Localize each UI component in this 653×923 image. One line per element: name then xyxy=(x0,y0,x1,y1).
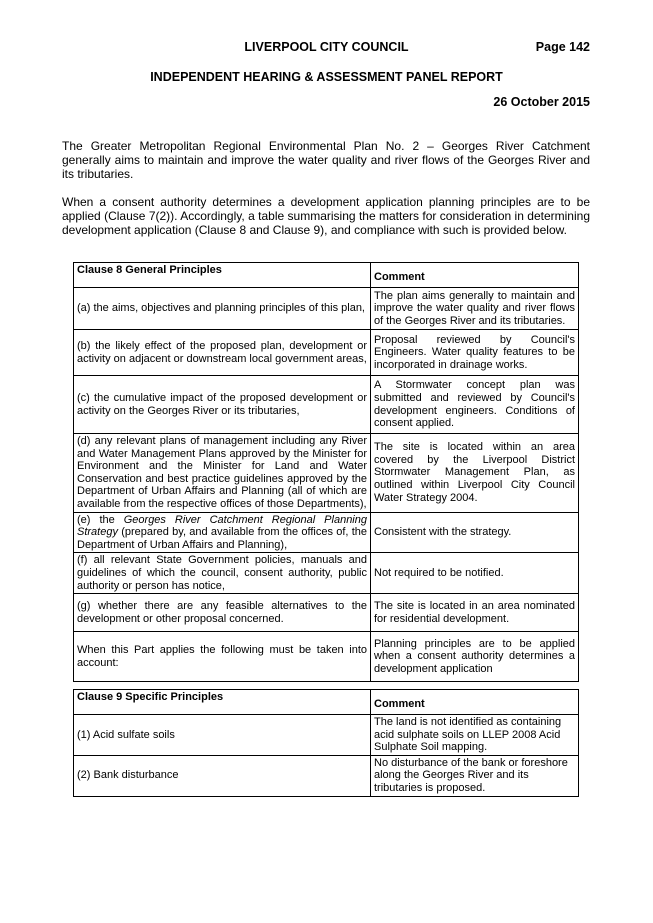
table-row xyxy=(74,434,579,513)
principle-prefix: (e) the xyxy=(77,513,124,526)
column-header-comment: Comment xyxy=(371,690,579,715)
table-row xyxy=(74,715,579,756)
comment-cell: No disturbance of the bank or foreshore along the Georges River and its tributaries is proposed. xyxy=(371,755,579,796)
principle-cell: (b) the likely effect of the proposed plan, development or activity on adjacent or downstream local government areas, xyxy=(74,330,371,376)
intro-paragraph: The Greater Metropolitan Regional Environmental Plan No. 2 – Georges River Catchment generally aims to maintain and improve the water quality and river flows of the Georges River and its tributaries. xyxy=(62,139,590,181)
comment-cell: A Stormwater concept plan was submitted and reviewed by Council's development engineers. Conditions of consent applied. xyxy=(371,376,579,434)
table-row xyxy=(74,632,579,682)
comment-cell: The site is located in an area nominated for residential development. xyxy=(371,594,579,632)
comment-cell: The site is located within an area covered by the Liverpool District Stormwater Management Plan, as outlined within Liverpool City Council Water Strategy 2004. xyxy=(371,434,579,513)
column-header-principles: Clause 9 Specific Principles xyxy=(74,690,371,715)
strategy-title: Georges River Catchment Regional Planning Strategy xyxy=(77,513,367,539)
principle-cell: (f) all relevant State Government policies, manuals and guidelines of which the council, consent authority, public authority or person has notice, xyxy=(74,553,371,594)
principle-cell: (c) the cumulative impact of the proposed development or activity on the Georges River or its tributaries, xyxy=(74,376,371,434)
principle-cell xyxy=(74,512,371,553)
table-header-row xyxy=(74,690,579,715)
council-name: LIVERPOOL CITY COUNCIL xyxy=(244,40,409,54)
comment-cell: Planning principles are to be applied when a consent authority determines a development application xyxy=(371,632,579,682)
principle-cell: (d) any relevant plans of management including any River and Water Management Plans approved by the Minister for Environment and the Minister for Land and Water Conservation and best practice guidelines approved by the Department of Urban Affairs and Planning (all of which are available from the respective offices of those Departments), xyxy=(74,434,371,513)
report-date: 26 October 2015 xyxy=(493,95,590,109)
principle-suffix: (prepared by, and available from the offices of, the Department of Urban Affairs and Planning), xyxy=(77,526,367,551)
clause-8-table xyxy=(73,262,579,682)
table-row xyxy=(74,288,579,330)
principle-cell: (2) Bank disturbance xyxy=(74,755,371,796)
report-title: INDEPENDENT HEARING & ASSESSMENT PANEL REPORT xyxy=(150,70,503,84)
page-number: Page 142 xyxy=(535,40,590,54)
comment-cell: Not required to be notified. xyxy=(371,553,579,594)
table-row xyxy=(74,512,579,553)
comment-cell: Consistent with the strategy. xyxy=(371,512,579,553)
clause-9-table xyxy=(73,689,579,797)
principle-cell: When this Part applies the following must be taken into account: xyxy=(74,632,371,682)
comment-cell: Proposal reviewed by Council's Engineers. Water quality features to be incorporated in drainage works. xyxy=(371,330,579,376)
comment-cell: The plan aims generally to maintain and improve the water quality and river flows of the Georges River and its tributaries. xyxy=(371,288,579,330)
table-row xyxy=(74,755,579,796)
table-row xyxy=(74,553,579,594)
principle-cell: (1) Acid sulfate soils xyxy=(74,715,371,756)
table-row xyxy=(74,594,579,632)
column-header-principles: Clause 8 General Principles xyxy=(74,263,371,288)
comment-cell: The land is not identified as containing acid sulphate soils on LLEP 2008 Acid Sulphate Soil mapping. xyxy=(371,715,579,756)
principle-cell: (a) the aims, objectives and planning principles of this plan, xyxy=(74,288,371,330)
consent-paragraph: When a consent authority determines a development application planning principles are to be applied (Clause 7(2)). Accordingly, a table summarising the matters for consideration in determining development application (Clause 8 and Clause 9), and compliance with such is provided below. xyxy=(62,195,590,237)
principle-cell: (g) whether there are any feasible alternatives to the development or other proposal concerned. xyxy=(74,594,371,632)
table-row xyxy=(74,376,579,434)
column-header-comment: Comment xyxy=(371,263,579,288)
table-header-row xyxy=(74,263,579,288)
table-row xyxy=(74,330,579,376)
